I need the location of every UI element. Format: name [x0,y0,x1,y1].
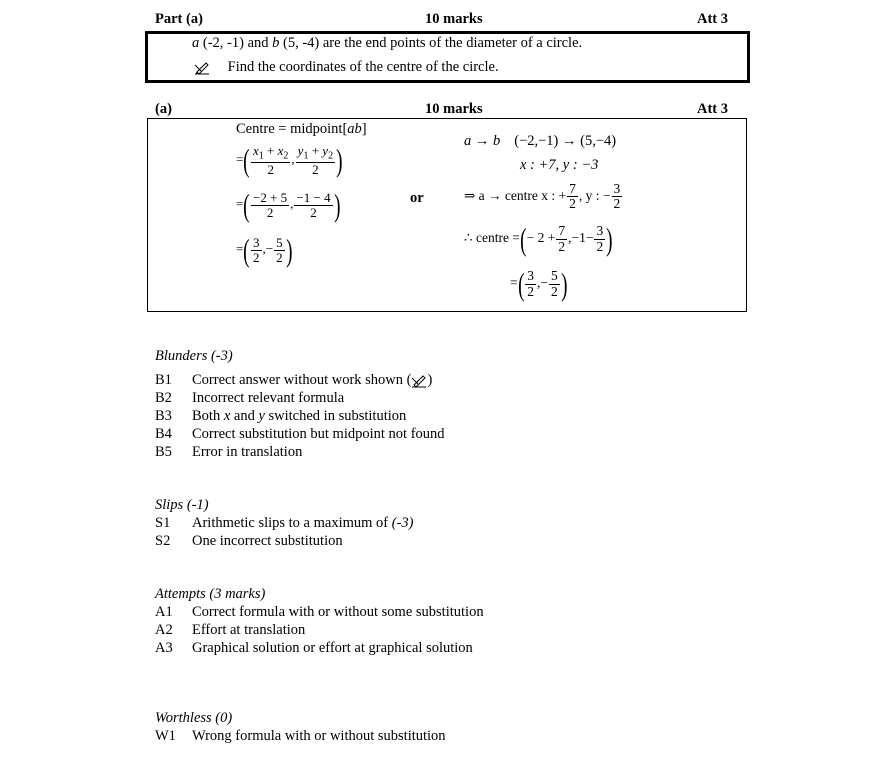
list-item: B3 Both x and y switched in substitution [155,408,407,424]
solution-attempt: Att 3 [697,101,729,117]
list-item: B5 Error in translation [155,444,303,460]
solution-label: (a) [155,101,172,117]
list-item: B2 Incorrect relevant formula [155,390,345,406]
method1-line-1: Centre = midpoint[ab] [236,121,367,137]
list-item: A3 Graphical solution or effort at graphical solution [155,640,473,656]
method2-line-5: =( $\frac{3}{2}$ ,− $\frac{5}{2}$ ) [510,266,568,302]
slips-title: Slips (-1) [155,497,209,513]
list-item: B4 Correct substitution but midpoint not found [155,426,445,442]
part-label: Part (a) [155,11,203,27]
method1-line-4: =( $\frac{3}{2}$ ,− $\frac{5}{2}$ ) [236,232,293,268]
list-item: W1 Wrong formula with or without substitution [155,728,446,744]
or-label: or [410,190,424,206]
list-item: B1 Correct answer without work shown ( ) [155,372,433,388]
method1-line-2: =( $\frac{x_1 + x_2}{2}$ , $\frac{y_1 + y_2}{2}$ ) [236,142,343,179]
blunders-title: Blunders (-3) [155,348,233,364]
list-item: A2 Effort at translation [155,622,306,638]
part-marks: 10 marks [425,11,483,27]
question-line-2: Find the coordinates of the centre of the circle. [194,59,499,76]
pencil-icon [194,61,210,75]
method2-line-4: ∴ centre =(− 2 + $\frac{7}{2}$ ,−1− $\frac{3}{2}$ ) [464,221,613,257]
list-item: S2 One incorrect substitution [155,533,343,549]
question-line-1: a (-2, -1) and b (5, -4) are the end points of the diameter of a circle. [192,35,583,51]
part-attempt: Att 3 [697,11,729,27]
solution-marks: 10 marks [425,101,483,117]
method2-line-2: x : +7, y : −3 [520,157,599,173]
method2-line-1: a → b (−2,−1) → (5,−4) [464,133,617,149]
pencil-icon [411,374,427,388]
attempts-title: Attempts (3 marks) [155,586,266,602]
method1-line-3: =( $\frac{-2 + 5}{2}$ , $\frac{-1 - 4}{2}$ ) [236,187,341,223]
list-item: S1 Arithmetic slips to a maximum of (-3) [155,515,414,531]
worthless-title: Worthless (0) [155,710,233,726]
method2-line-3: ⇒ a → centre x : + $\frac{7}{2}$ , y : − $\frac{3}{2}$ [464,181,621,212]
list-item: A1 Correct formula with or without some substitution [155,604,484,620]
